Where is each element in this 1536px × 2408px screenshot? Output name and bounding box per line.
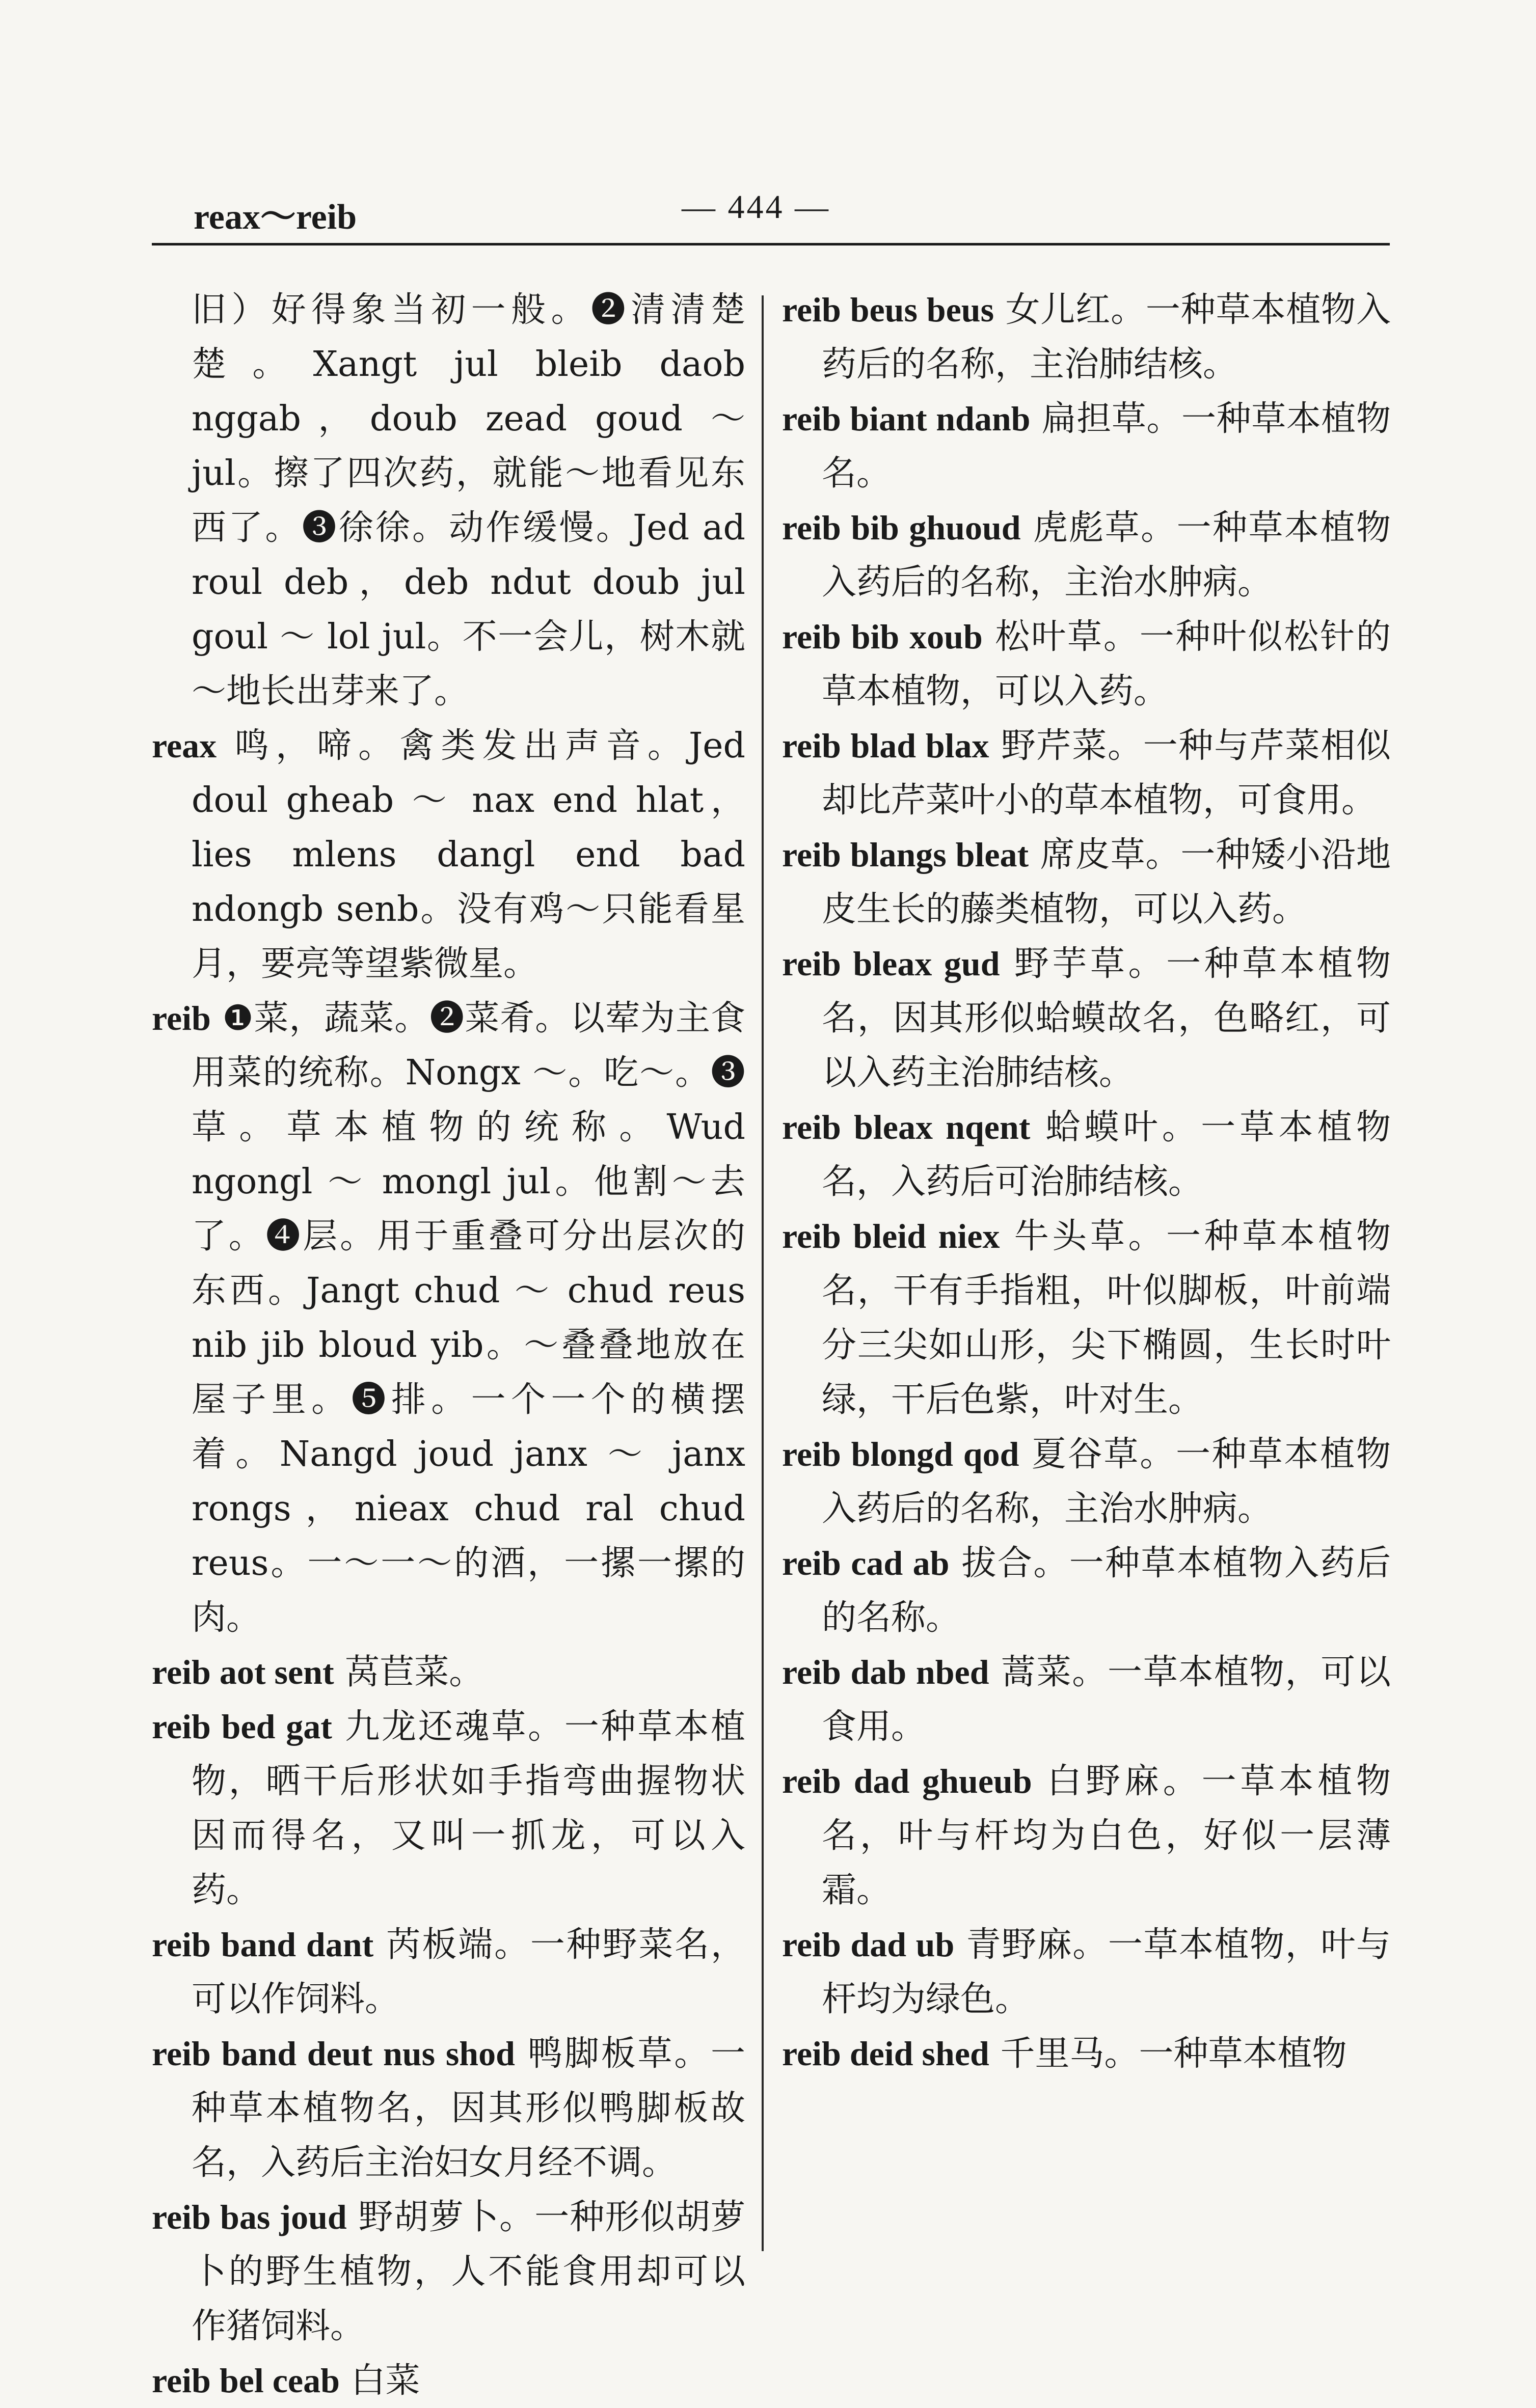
- page-number: — 444 —: [682, 188, 830, 226]
- entry-definition: 蒿菜。一草本植物，可以食用。: [822, 1652, 1391, 1747]
- dictionary-entry: [152, 283, 745, 719]
- entry-definition: 九龙还魂草。一种草本植物，晒干后形状如手指弯曲握物状因而得名，又叫一抓龙，可以入药。: [192, 1707, 745, 1910]
- dictionary-entry: [782, 1100, 1391, 1209]
- entry-definition: 女儿红。一种草本植物入药后的名称，主治肺结核。: [822, 290, 1391, 385]
- header-entry-range: reax～reib: [194, 198, 357, 237]
- entry-definition: 蛤蟆叶。一草本植物名，入药后可治肺结核。: [822, 1107, 1391, 1202]
- entry-definition: 扁担草。一种草本植物名。: [822, 399, 1391, 494]
- dictionary-entry: [782, 1427, 1391, 1536]
- left-column: [152, 283, 745, 2401]
- entry-headword: reib blad blax: [782, 726, 989, 765]
- entry-definition: 牛头草。一种草本植物名，干有手指粗，叶似脚板，叶前端分三尖如山形，尖下椭圆，生长时叶绿，干后色紫，叶对生。: [822, 1216, 1391, 1420]
- entry-definition: 夏谷草。一种草本植物入药后的名称，主治水肿病。: [822, 1434, 1391, 1529]
- page-header: [152, 181, 1390, 247]
- entry-headword: reib blongd qod: [782, 1435, 1019, 1473]
- entry-headword: reib cad ab: [782, 1544, 950, 1582]
- entry-definition: 旧）好得象当初一般。❷清清楚楚。Xangt jul bleib daob nggab，doub zead goud ～ jul。擦了四次药，就能～地看见东西了。❸徐徐。动作缓慢。Jed ad roul deb，deb ndut doub jul goul ～ lol jul。不一会儿，树木就～地长出芽来了。: [192, 290, 745, 712]
- dictionary-entry: [782, 1754, 1391, 1918]
- dictionary-entry: [152, 1918, 745, 2027]
- entry-headword: reib: [152, 999, 211, 1037]
- entry-headword: reib band dant: [152, 1925, 374, 1964]
- dictionary-entry: [152, 991, 745, 1645]
- entry-definition: 白野麻。一草本植物名，叶与杆均为白色，好似一层薄霜。: [822, 1761, 1391, 1910]
- dictionary-entry: [152, 1700, 745, 1918]
- right-column: [782, 283, 1391, 2259]
- dictionary-entry: [782, 1536, 1391, 1645]
- entry-definition: 青野麻。一草本植物，叶与杆均为绿色。: [822, 1925, 1391, 2019]
- dictionary-entry: [782, 828, 1391, 937]
- entry-headword: reib bib xoub: [782, 617, 983, 656]
- entry-definition: 白菜: [351, 2361, 420, 2401]
- dictionary-entry: [152, 719, 745, 991]
- dictionary-entry: [782, 1645, 1391, 1754]
- column-divider: [762, 295, 764, 2251]
- entry-headword: reib bas joud: [152, 2198, 347, 2236]
- entry-definition: ❶菜，蔬菜。❷菜肴。以荤为主食用菜的统称。Nongx ～。吃～。❸草。草本植物的统称。Wud ngongl ～ mongl jul。他割～去了。❹层。用于重叠可分出层次的东西。Jangt chud ～ chud reus nib jib bloud yib。～叠叠地放在屋子里。❺排。一个一个的横摆着。Nangd joud janx ～ janx rongs，nieax chud ral chud reus。一～一～的酒，一摞一摞的肉。: [192, 998, 745, 1638]
- entry-headword: reib bel ceab: [152, 2361, 340, 2400]
- dictionary-entry: [782, 501, 1391, 610]
- entry-definition: 千里马。一种草本植物: [1000, 2034, 1347, 2074]
- dictionary-entry: [782, 2027, 1391, 2081]
- dictionary-entry: [782, 1209, 1391, 1427]
- entry-headword: reib band deut nus shod: [152, 2034, 515, 2073]
- dictionary-entry: [782, 392, 1391, 501]
- entry-headword: reib bib ghuoud: [782, 508, 1021, 547]
- entry-headword: reib blangs bleat: [782, 835, 1029, 874]
- dictionary-entry: [782, 610, 1391, 719]
- dictionary-entry: [782, 937, 1391, 1100]
- entry-definition: 芮板端。一种野菜名，可以作饲料。: [192, 1925, 745, 2019]
- dictionary-entry: [782, 283, 1391, 392]
- entry-definition: 鸭脚板草。一种草本植物名，因其形似鸭脚板故名，入药后主治妇女月经不调。: [192, 2034, 745, 2183]
- entry-definition: 野芋草。一种草本植物名，因其形似蛤蟆故名，色略红，可以入药主治肺结核。: [822, 944, 1391, 1093]
- entry-headword: reib aot sent: [152, 1653, 334, 1691]
- entry-definition: 野胡萝卜。一种形似胡萝卜的野生植物，人不能食用却可以作猪饲料。: [192, 2197, 745, 2346]
- entry-headword: reib biant ndanb: [782, 399, 1031, 438]
- dictionary-entry: [152, 2027, 745, 2190]
- entry-headword: reib bleax gud: [782, 944, 1000, 983]
- entry-headword: reax: [152, 726, 217, 765]
- entry-headword: reib dab nbed: [782, 1653, 989, 1691]
- entry-definition: 松叶草。一种叶似松针的草本植物，可以入药。: [822, 617, 1391, 712]
- entry-headword: reib bleax nqent: [782, 1108, 1031, 1146]
- entry-headword: reib dad ghueub: [782, 1762, 1032, 1800]
- dictionary-entry: [782, 1918, 1391, 2027]
- header-rule: [152, 243, 1390, 245]
- entry-definition: 拔合。一种草本植物入药后的名称。: [822, 1543, 1391, 1638]
- entry-definition: 席皮草。一种矮小沿地皮生长的藤类植物，可以入药。: [822, 835, 1391, 929]
- dictionary-entry: [152, 2190, 745, 2354]
- dictionary-entry: [152, 2354, 745, 2408]
- dictionary-entry: [782, 719, 1391, 828]
- entry-definition: 莴苣菜。: [345, 1652, 484, 1692]
- entry-headword: reib beus beus: [782, 290, 994, 329]
- entry-headword: reib bleid niex: [782, 1217, 1000, 1255]
- entry-headword: reib deid shed: [782, 2034, 989, 2073]
- entry-headword: reib dad ub: [782, 1925, 955, 1964]
- entry-definition: 鸣，啼。禽类发出声音。Jed doul gheab ～ nax end hlat，lies mlens dangl end bad ndongb senb。没有鸡～只能看星月，要亮等望紫微星。: [192, 726, 745, 984]
- entry-headword: reib bed gat: [152, 1707, 332, 1746]
- dictionary-entry: [152, 1645, 745, 1700]
- entry-definition: 野芹菜。一种与芹菜相似却比芹菜叶小的草本植物，可食用。: [822, 726, 1391, 820]
- entry-definition: 虎彪草。一种草本植物入药后的名称，主治水肿病。: [822, 508, 1391, 603]
